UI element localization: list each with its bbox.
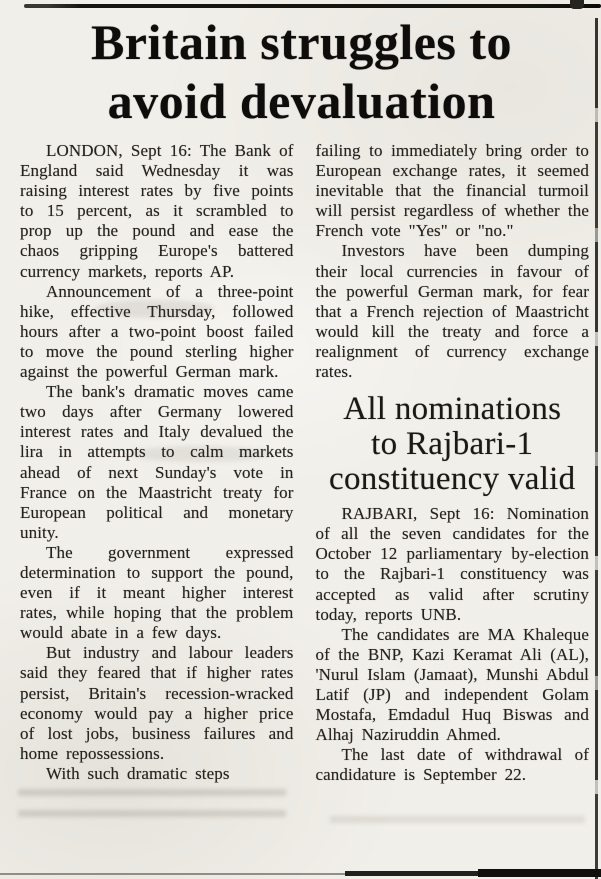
article2-headline-line2: to Rajbari-1 [371, 426, 534, 463]
article1-headline-line1: Britain struggles to [90, 14, 513, 70]
article1-headline [16, 13, 587, 131]
body-paragraph: LONDON, Sept 16: The Bank of England said Wednesday it was raising interest rates by five points to 15 percent, as it scrambled to prop up the pound and ease the chaos gripping Europe's battered currency markets, reports AP. [20, 141, 294, 281]
right-column-rule [595, 18, 598, 879]
scan-smudge [18, 786, 286, 828]
body-paragraph: The bank's dramatic moves came two days after Germany lowered interest rates and Italy devalued the lira in attempts to calm markets ahead of next Sunday's vote in France on the Maastricht treaty for European political and monetary unity. [20, 382, 294, 542]
body-paragraph: RAJBARI, Sept 16: Nomination of all the seven candidates for the October 12 parliamentary by-election to the Rajbari-1 constituency was accepted as valid after scrutiny today, reports UNB. [315, 504, 589, 624]
bottom-rule-thick [478, 869, 601, 877]
top-edge-print-mark [570, 0, 584, 9]
body-paragraph: The last date of withdrawal of candidature is September 22. [315, 745, 589, 785]
article2-headline [316, 392, 590, 497]
body-paragraph: But industry and labour leaders said they feared that if higher rates persist, Britain's recession-wracked economy would pay a higher price of lost jobs, business failures and home repossessions. [20, 643, 294, 763]
body-paragraph: The candidates are MA Khaleque of the BNP, Kazi Keramat Ali (AL), 'Nurul Islam (Jamaat), Munshi Abdul Latif (JP) and independent Golam Mostafa, Emdadul Huq Biswas and Alhaj Naziruddin Ahmed. [315, 624, 589, 745]
article2-headline-line1: All nominations [343, 391, 562, 428]
body-paragraph: Investors have been dumping their local currencies in favour of the powerful German mark, for fear that a French rejection of Maastricht would kill the treaty and force a realignment of currency exchange rates. [315, 241, 589, 382]
article1-left-column [20, 141, 294, 785]
article2-headline-line3: constituency valid [329, 461, 576, 498]
scan-smudge [330, 812, 585, 832]
article1-headline-line2: avoid devaluation [107, 73, 496, 129]
body-paragraph: failing to immediately bring order to European exchange rates, it seemed inevitable that the financial turmoil will persist regardless of whether the French vote "Yes" or "no." [315, 141, 589, 241]
body-paragraph: Announcement of a three-point hike, effective Thursday, followed hours after a two-point boost failed to move the pound sterling higher against the powerful German mark. [20, 281, 294, 382]
article-columns [0, 141, 601, 785]
right-column [316, 141, 590, 785]
body-paragraph: With such dramatic steps [46, 763, 230, 783]
body-paragraph: The government expressed determination to support the pound, even if it meant higher interest rates, while hoping that the problem would abate in a few days. [20, 542, 294, 643]
top-rule [24, 4, 601, 8]
